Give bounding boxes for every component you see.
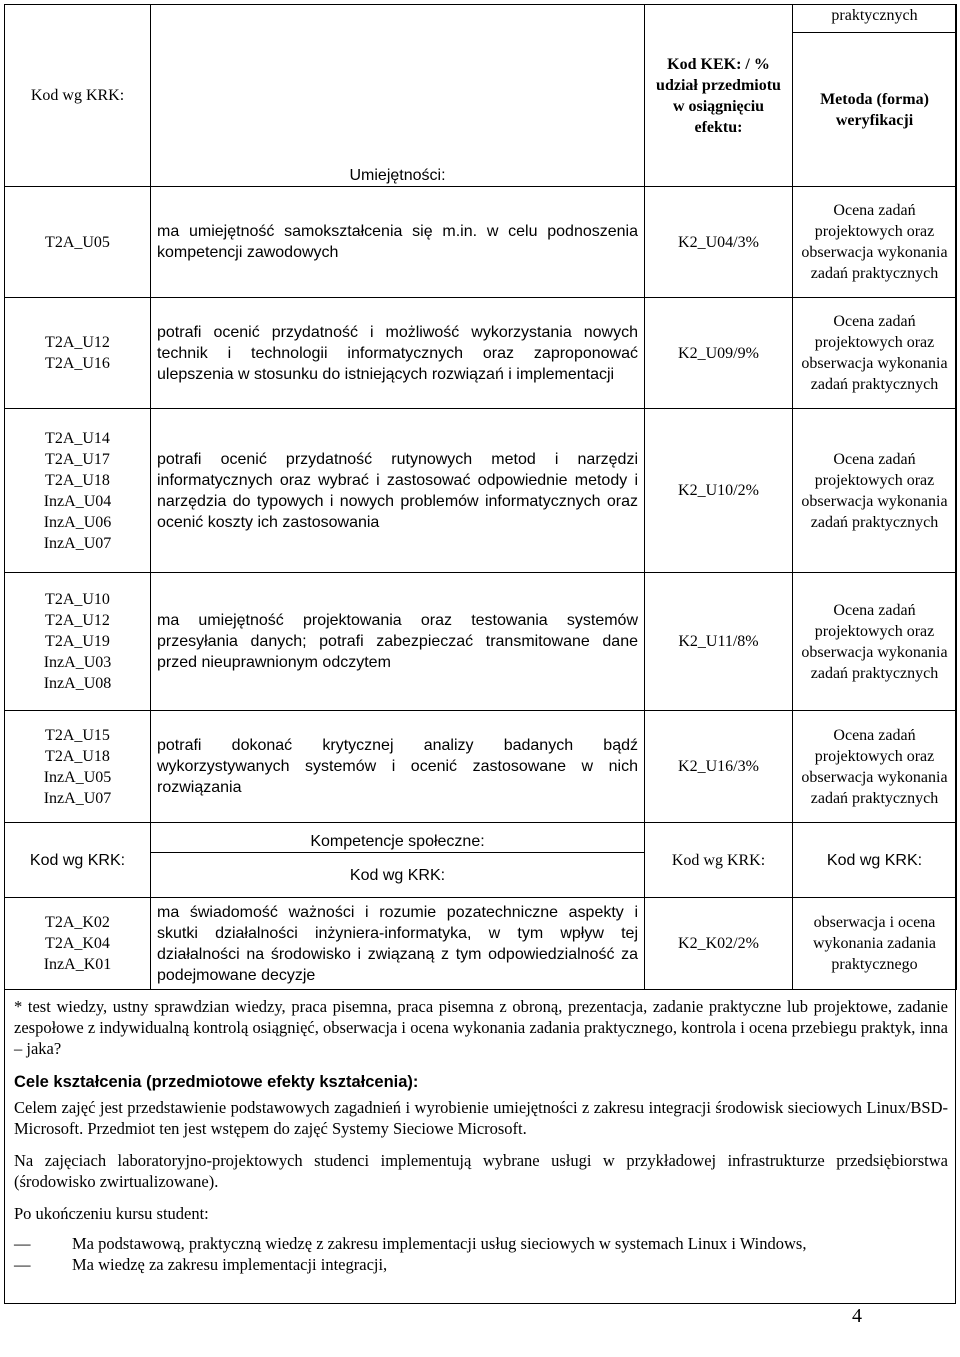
kek-code: K2_U10/2% <box>645 409 793 573</box>
goals-heading: Cele kształcenia (przedmiotowe efekty kształcenia): <box>14 1073 419 1091</box>
header-kek: Kod KEK: / % udział przedmiotu w osiągnięciu efektu: <box>645 5 793 187</box>
kek-code: K2_U04/3% <box>645 187 793 298</box>
list-item-text: Ma wiedzę za zakresu implementacji integracji, <box>72 1255 388 1274</box>
table-row <box>5 409 957 573</box>
kek-code: K2_U09/9% <box>645 298 793 409</box>
krk-codes: T2A_U10 T2A_U12 T2A_U19 InzA_U03 InzA_U08 <box>5 573 151 711</box>
list-item <box>14 1233 948 1254</box>
goals-paragraph-2: Na zajęciach laboratoryjno-projektowych studenci implementują wybrane usługi w przykładowej infrastrukturze przedsiębiorstwa (środowisko zwirtualizowane). <box>14 1151 948 1191</box>
krk-codes: T2A_U12 T2A_U16 <box>5 298 151 409</box>
dash-marker: — <box>14 1255 31 1274</box>
header-method: Metoda (forma) weryfikacji <box>793 33 957 187</box>
verification-method: Ocena zadań projektowych oraz obserwacja wykonania zadań praktycznych <box>793 298 957 409</box>
krk-codes: T2A_K02 T2A_K04 InzA_K01 <box>5 898 151 990</box>
page-number: 4 <box>852 1305 862 1327</box>
kek-code: K2_U16/3% <box>645 711 793 823</box>
goals-paragraph-1: Celem zajęć jest przedstawienie podstawowych zagadnień i wyrobienie umiejętności z zakresu integracji środowisk sieciowych Linux/BSD-Microsoft. Przedmiot ten jest wstępem do zajęć Systemy Sieciowe Microsoft. <box>14 1098 948 1138</box>
outcome-description: ma umiejętność samokształcenia się m.in. w celu podnoszenia kompetencji zawodowych <box>151 187 645 298</box>
verification-method: Ocena zadań projektowych oraz obserwacja wykonania zadań praktycznych <box>793 187 957 298</box>
dash-marker: — <box>14 1234 31 1253</box>
competence-method-header: Kod wg KRK: <box>793 823 957 898</box>
list-item-text: Ma podstawową, praktyczną wiedzę z zakresu implementacji usług sieciowych w systemach Linux i Windows, <box>72 1234 807 1253</box>
table-row <box>5 711 957 823</box>
outcome-description: potrafi ocenić przydatność i możliwość wykorzystania nowych technik i technologii informatycznych oraz zaproponować ulepszenia w stosunku do istniejących rozwiązań i implementacji <box>151 298 645 409</box>
krk-codes: T2A_U14 T2A_U17 T2A_U18 InzA_U04 InzA_U06 InzA_U07 <box>5 409 151 573</box>
krk-codes: T2A_U05 <box>5 187 151 298</box>
goals-list <box>14 1233 948 1275</box>
verification-method: Ocena zadań projektowych oraz obserwacja wykonania zadań praktycznych <box>793 711 957 823</box>
table-row <box>5 187 957 298</box>
competence-kek-header: Kod wg KRK: <box>645 823 793 898</box>
outcome-description: potrafi ocenić przydatność rutynowych metod i narzędzi informatycznych oraz wybrać i zastosować odpowiednie metody i narzędzia do typowych i nowych problemów informatycznych oraz ocenić koszty ich zastosowania <box>151 409 645 573</box>
verification-method: Ocena zadań projektowych oraz obserwacja wykonania zadań praktycznych <box>793 573 957 711</box>
competence-krk-header: Kod wg KRK: <box>5 823 151 898</box>
krk-codes: T2A_U15 T2A_U18 InzA_U05 InzA_U07 <box>5 711 151 823</box>
header-skills: Umiejętności: <box>151 5 645 187</box>
learning-outcomes-table <box>4 4 957 990</box>
kek-code: K2_K02/2% <box>645 898 793 990</box>
outcome-description: potrafi dokonać krytycznej analizy badanych bądź wykorzystywanych systemów i ocenić zastosowane w nich rozwiązania <box>151 711 645 823</box>
competence-krk-mid-header: Kod wg KRK: <box>151 853 645 898</box>
outcome-description: ma świadomość ważności i rozumie pozatechniczne aspekty i skutki działalności inżyniera-informatyka, w tym wpływ tej działalności na środowisko i związaną z tym odpowiedzialność za podejmowane decyzje <box>151 898 645 990</box>
verification-method: obserwacja i ocena wykonania zadania praktycznego <box>793 898 957 990</box>
outcome-description: ma umiejętność projektowania oraz testowania systemów przesyłania danych; potrafi zabezpieczać transmitowane dane przed nieuprawnionym odczytem <box>151 573 645 711</box>
footnote: * test wiedzy, ustny sprawdzian wiedzy, praca pisemna, praca pisemna z obroną, prezentacja, zadanie praktyczne lub projektowe, zadanie zespołowe z indywidualną kontrolą osiągnięć, obserwacja i ocena wykonania zadania praktycznego, kontrola i ocena przebiegu praktyk, inna – jaka? <box>14 997 948 1058</box>
table-row <box>5 898 957 990</box>
top-fragment: praktycznych <box>793 5 957 33</box>
header-krk: Kod wg KRK: <box>5 5 151 187</box>
table-row <box>5 573 957 711</box>
table-row <box>5 298 957 409</box>
kek-code: K2_U11/8% <box>645 573 793 711</box>
verification-method: Ocena zadań projektowych oraz obserwacja wykonania zadań praktycznych <box>793 409 957 573</box>
list-item <box>14 1254 948 1275</box>
goals-paragraph-3: Po ukończeniu kursu student: <box>14 1204 209 1223</box>
competence-section-header: Kompetencje społeczne: <box>151 823 645 853</box>
